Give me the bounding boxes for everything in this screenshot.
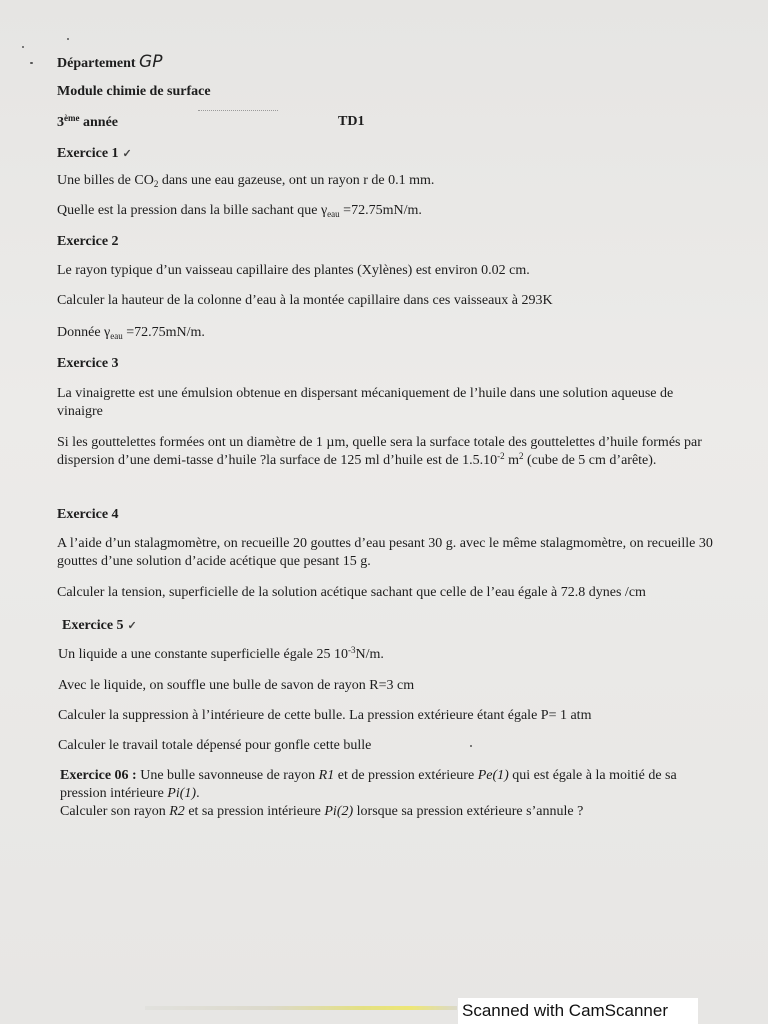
ex6-t1: Une bulle savonneuse de rayon bbox=[136, 768, 319, 783]
exercise-2-line-3 bbox=[57, 324, 205, 342]
exercise-2-title: Exercice 2 bbox=[57, 234, 119, 249]
year-word: année bbox=[83, 115, 118, 130]
ex3-sup-2: 2 bbox=[519, 451, 524, 461]
exercise-1-line-1 bbox=[57, 172, 434, 190]
exercise-3-paragraph-2 bbox=[57, 434, 721, 470]
department-label: Département bbox=[57, 56, 136, 71]
ex6-pe1: Pe(1) bbox=[477, 768, 509, 783]
exercise-6-paragraph bbox=[60, 767, 724, 821]
ex6-t6: et sa pression intérieure bbox=[184, 804, 325, 819]
year-sup: ème bbox=[64, 113, 80, 123]
exercise-2-line-1: Le rayon typique d’un vaisseau capillaire des plantes (Xylènes) est environ 0.02 cm. bbox=[57, 263, 530, 278]
ex6-t3: qui est égale à la moitié de sa pression intérieure bbox=[60, 768, 677, 801]
scan-highlight-strip bbox=[145, 1006, 457, 1010]
year-line bbox=[57, 114, 118, 132]
exercise-1-title bbox=[57, 145, 132, 163]
ex1-q-sub: eau bbox=[327, 209, 340, 219]
ex3-text-b: m bbox=[504, 453, 519, 468]
check-mark-icon: ✓ bbox=[122, 148, 132, 160]
ex5-sup: -3 bbox=[348, 645, 356, 655]
ex3-sup-1: -2 bbox=[497, 451, 505, 461]
exercise-3-paragraph-1: La vinaigrette est une émulsion obtenue en dispersant mécaniquement de l’huile dans une solution aqueuse de vinaigre bbox=[57, 386, 674, 419]
camscanner-watermark: Scanned with CamScanner bbox=[458, 998, 698, 1024]
department-line bbox=[57, 53, 162, 73]
ex6-r2: R2 bbox=[169, 804, 185, 819]
module-title: Module chimie de surface bbox=[57, 84, 211, 99]
exercise-5-line-4: Calculer le travail totale dépensé pour gonfle cette bulle bbox=[58, 738, 372, 753]
exercise-1-line-2 bbox=[57, 202, 422, 220]
td-title: TD1 bbox=[338, 114, 365, 129]
ex3-text-a: Si les gouttelettes formées ont un diamètre de 1 µm, quelle sera la surface totale des gouttelettes d’huile formés par dispersion d’une demi-tasse d’huile ?la surface de 125 ml d’huile est de 1.5.10 bbox=[57, 435, 702, 468]
exercise-5-line-1 bbox=[58, 646, 384, 664]
scan-speck bbox=[22, 46, 24, 48]
exercise-3-title: Exercice 3 bbox=[57, 356, 119, 371]
exercise-4-paragraph-2: Calculer la tension, superficielle de la solution acétique sachant que celle de l’eau égale à 72.8 dynes /cm bbox=[57, 585, 646, 600]
ex1-sub: 2 bbox=[153, 179, 159, 189]
ex6-pi2: Pi(2) bbox=[324, 804, 354, 819]
ex1-q-a: Quelle est la pression dans la bille sachant que γ bbox=[57, 203, 328, 218]
ex6-pi1: Pi(1) bbox=[167, 786, 197, 801]
scan-speck bbox=[470, 745, 472, 747]
ex5-text-a: Un liquide a une constante superficielle égale 25 10 bbox=[58, 647, 349, 662]
ex3-text-c: (cube de 5 cm d’arête). bbox=[523, 453, 657, 468]
scan-speck bbox=[30, 62, 33, 64]
scan-speck bbox=[67, 38, 69, 40]
year-number: 3 bbox=[57, 115, 64, 130]
exercise-4-title: Exercice 4 bbox=[57, 507, 119, 522]
ex6-t7: lorsque sa pression extérieure s’annule ? bbox=[353, 804, 584, 819]
ex2-data-b: =72.75mN/m. bbox=[122, 325, 205, 340]
ex2-data-sub: eau bbox=[110, 331, 123, 341]
exercise-2-line-2: Calculer la hauteur de la colonne d’eau à la montée capillaire dans ces vaisseaux à 293K bbox=[57, 293, 553, 308]
ex1-text-a: Une billes de CO bbox=[57, 173, 154, 188]
exercise-5-label: Exercice 5 bbox=[62, 618, 124, 633]
exercise-5-line-2: Avec le liquide, on souffle une bulle de savon de rayon R=3 cm bbox=[58, 678, 415, 693]
ex5-text-b: N/m. bbox=[355, 647, 384, 662]
exercise-5-title bbox=[62, 617, 137, 635]
ex6-t4: . bbox=[196, 786, 200, 801]
exercise-4-paragraph-1: A l’aide d’un stalagmomètre, on recueille 20 gouttes d’eau pesant 30 g. avec le même stalagmomètre, on recueille 30 gouttes d’une solution d’acide acétique que pesant 15 g. bbox=[57, 536, 713, 569]
exercise-5-line-3: Calculer la suppression à l’intérieure de cette bulle. La pression extérieure étant égale P= 1 atm bbox=[58, 708, 592, 723]
exercise-6-title: Exercice 06 : bbox=[60, 768, 137, 783]
exercise-1-label: Exercice 1 bbox=[57, 146, 119, 161]
ex1-text-b: dans une eau gazeuse, ont un rayon r de 0.1 mm. bbox=[158, 173, 435, 188]
dotted-mark bbox=[198, 110, 278, 112]
ex1-q-b: =72.75mN/m. bbox=[339, 203, 422, 218]
check-mark-icon: ✓ bbox=[127, 620, 137, 632]
ex2-data-a: Donnée γ bbox=[57, 325, 111, 340]
ex6-t2: et de pression extérieure bbox=[334, 768, 478, 783]
ex6-r1: R1 bbox=[318, 768, 335, 783]
ex6-t5: Calculer son rayon bbox=[60, 804, 170, 819]
department-handwritten: GP bbox=[139, 52, 163, 72]
